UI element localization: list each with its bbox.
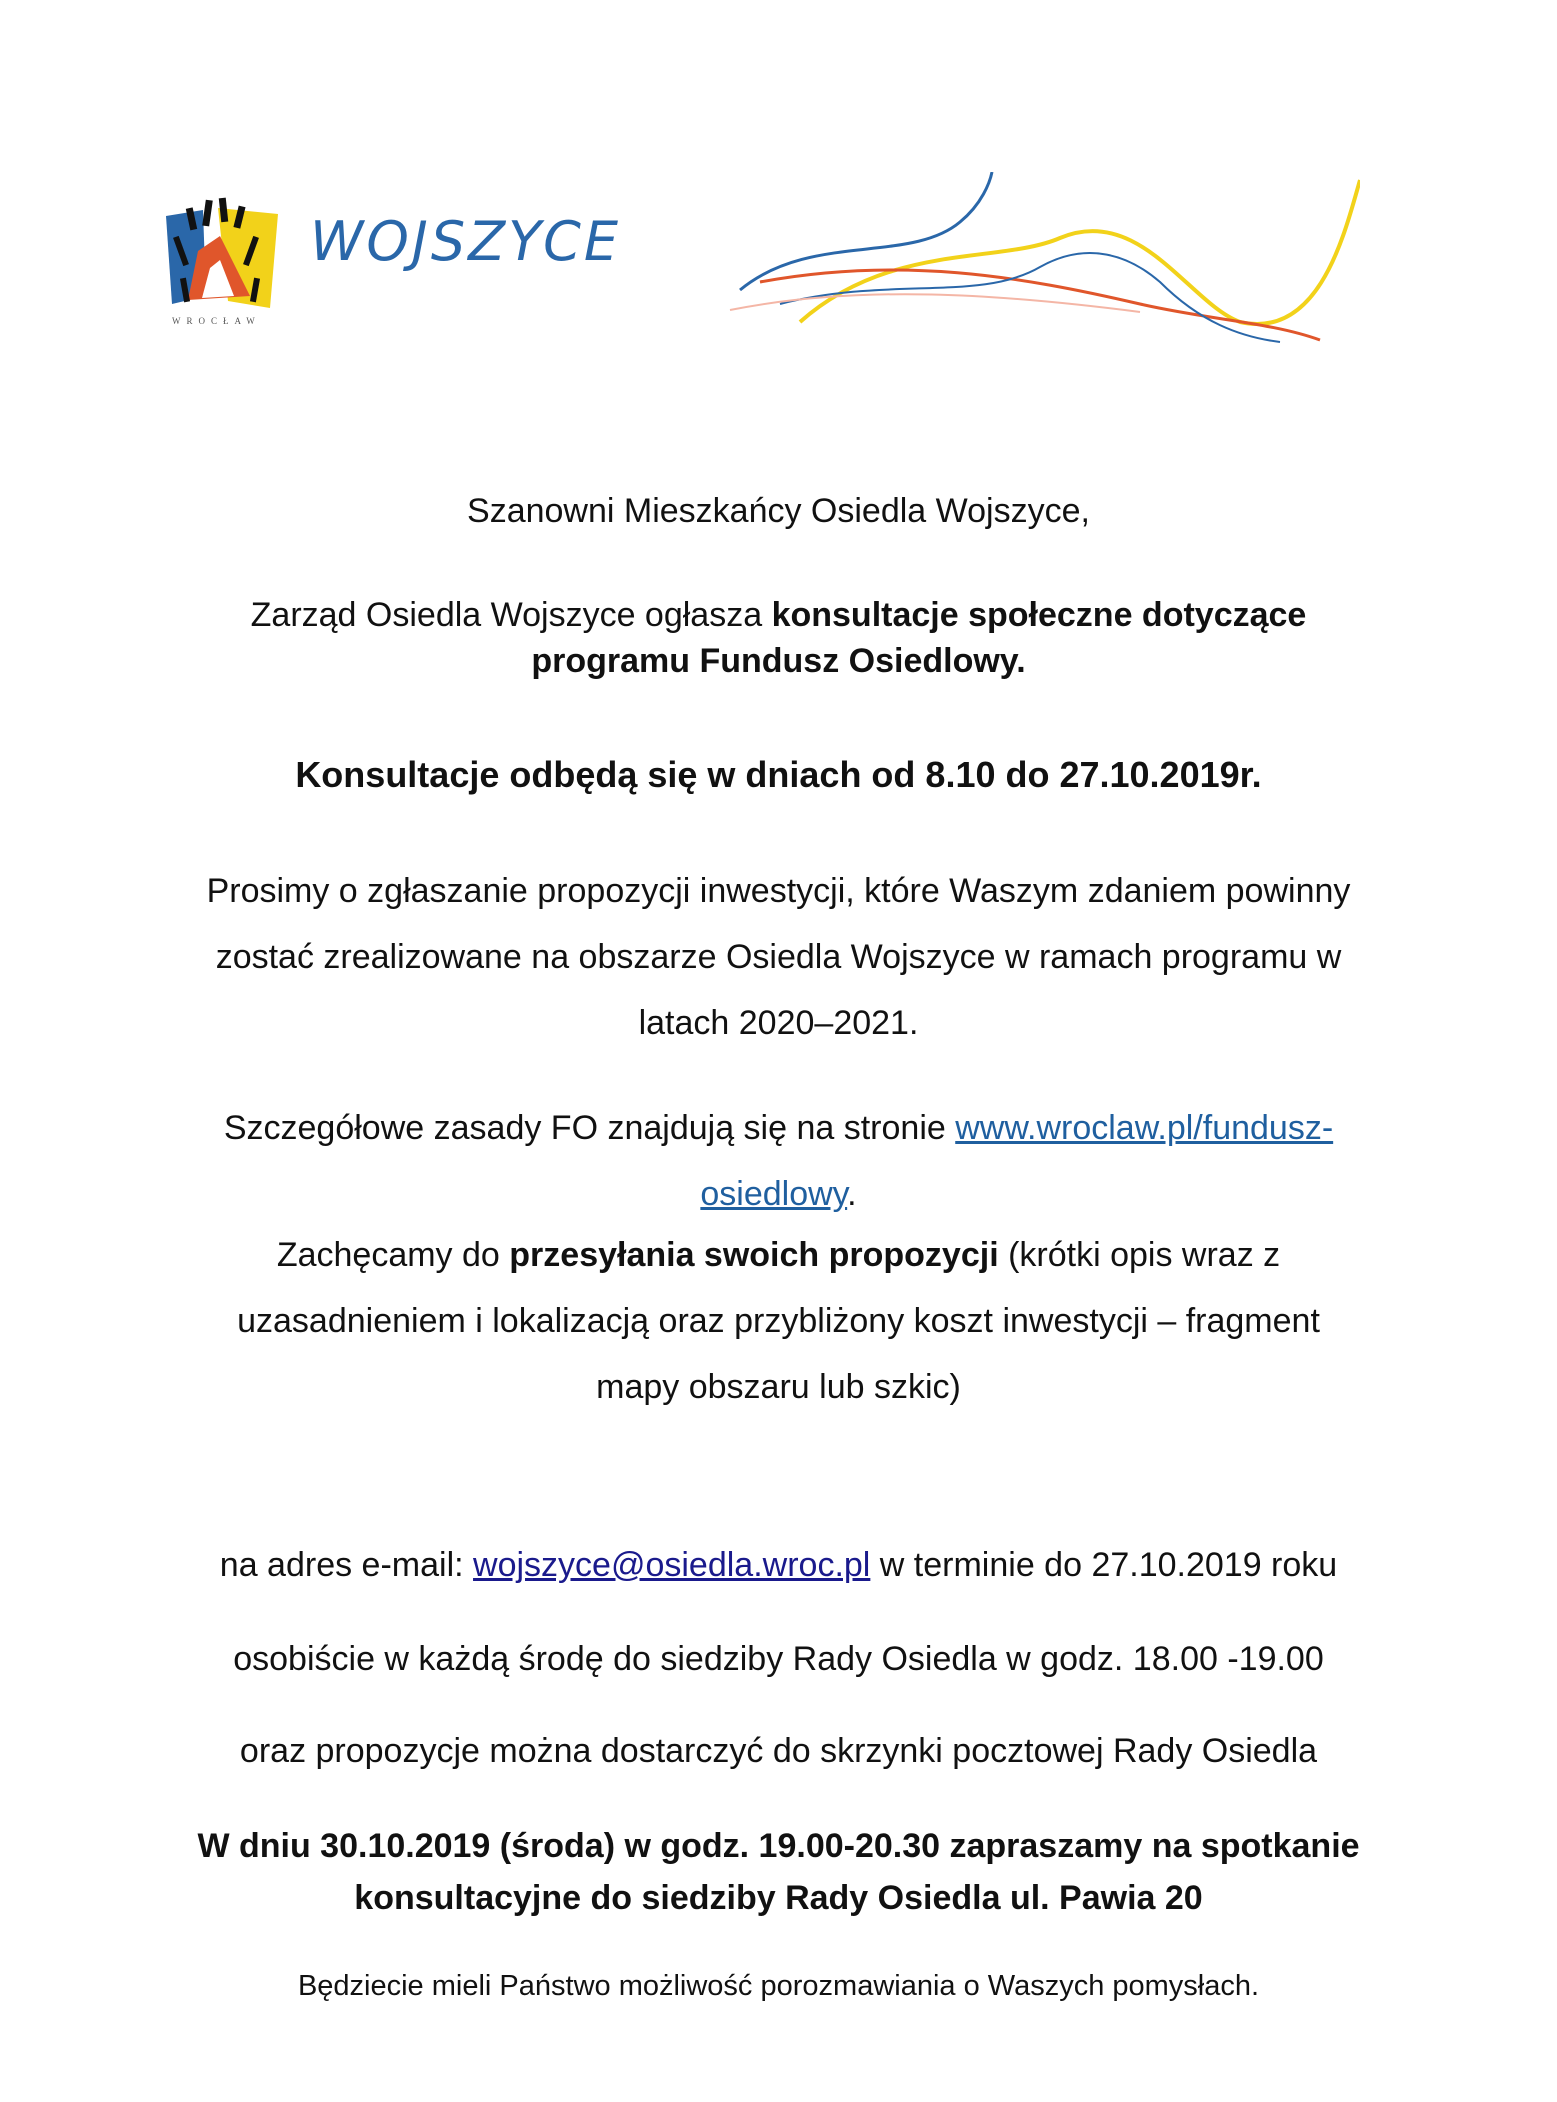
email-link[interactable]: wojszyce@osiedla.wroc.pl <box>473 1546 871 1584</box>
meeting-line1: W dniu 30.10.2019 (środa) w godz. 19.00-20.30 zapraszamy na spotkanie <box>197 1827 1360 1865</box>
decorative-waves-icon <box>720 172 1360 352</box>
request-line2: zostać zrealizowane na obszarze Osiedla Wojszyce w ramach programu w <box>215 938 1342 976</box>
announcement-prefix: Zarząd Osiedla Wojszyce ogłasza <box>250 596 772 634</box>
rules-paragraph <box>0 1095 1557 1227</box>
email-line <box>0 1546 1557 1585</box>
encourage-paragraph <box>0 1222 1557 1420</box>
email-prefix: na adres e-mail: <box>219 1546 474 1584</box>
wojszyce-logo <box>158 196 628 346</box>
consultation-dates: Konsultacje odbędą się w dniach od 8.10 do 27.10.2019r. <box>295 754 1262 795</box>
encourage-prefix: Zachęcamy do <box>276 1236 510 1274</box>
announcement <box>0 592 1557 684</box>
announcement-bold-line1: konsultacje społeczne dotyczące <box>771 596 1307 634</box>
fundusz-link-part1[interactable]: www.wroclaw.pl/fundusz- <box>955 1109 1334 1147</box>
meeting-line2: konsultacyjne do siedziby Rady Osiedla ul. Pawia 20 <box>354 1879 1203 1917</box>
encourage-suffix1: (krótki opis wraz z <box>998 1236 1281 1274</box>
logo-city: WROCŁAW <box>172 316 261 326</box>
encourage-line3: mapy obszaru lub szkic) <box>596 1368 961 1406</box>
announcement-bold-line2: programu Fundusz Osiedlowy. <box>531 642 1026 680</box>
encourage-bold: przesyłania swoich propozycji <box>509 1236 999 1274</box>
email-suffix: w terminie do 27.10.2019 roku <box>870 1546 1338 1584</box>
rules-prefix: Szczegółowe zasady FO znajdują się na stronie <box>223 1109 956 1147</box>
mailbox-line: oraz propozycje można dostarczyć do skrzynki pocztowej Rady Osiedla <box>239 1732 1318 1770</box>
rules-suffix: . <box>847 1175 857 1213</box>
encourage-line2: uzasadnieniem i lokalizacją oraz przybliżony koszt inwestycji – fragment <box>237 1302 1320 1340</box>
greeting: Szanowni Mieszkańcy Osiedla Wojszyce, <box>467 492 1090 530</box>
request-paragraph <box>0 858 1557 1056</box>
in-person-line: osobiście w każdą środę do siedziby Rady Osiedla w godz. 18.00 -19.00 <box>233 1640 1324 1678</box>
fundusz-link[interactable] <box>955 1109 1333 1147</box>
logo-name: WOJSZYCE <box>310 210 621 273</box>
request-line3: latach 2020–2021. <box>638 1004 919 1042</box>
fundusz-link-continued[interactable] <box>700 1175 847 1213</box>
request-line1: Prosimy o zgłaszanie propozycji inwestycji, które Waszym zdaniem powinny <box>206 872 1351 910</box>
closing-line: Będziecie mieli Państwo możliwość porozmawiania o Waszych pomysłach. <box>297 1970 1260 2002</box>
fundusz-link-part2[interactable]: osiedlowy <box>700 1175 848 1213</box>
meeting-paragraph <box>0 1820 1557 1924</box>
